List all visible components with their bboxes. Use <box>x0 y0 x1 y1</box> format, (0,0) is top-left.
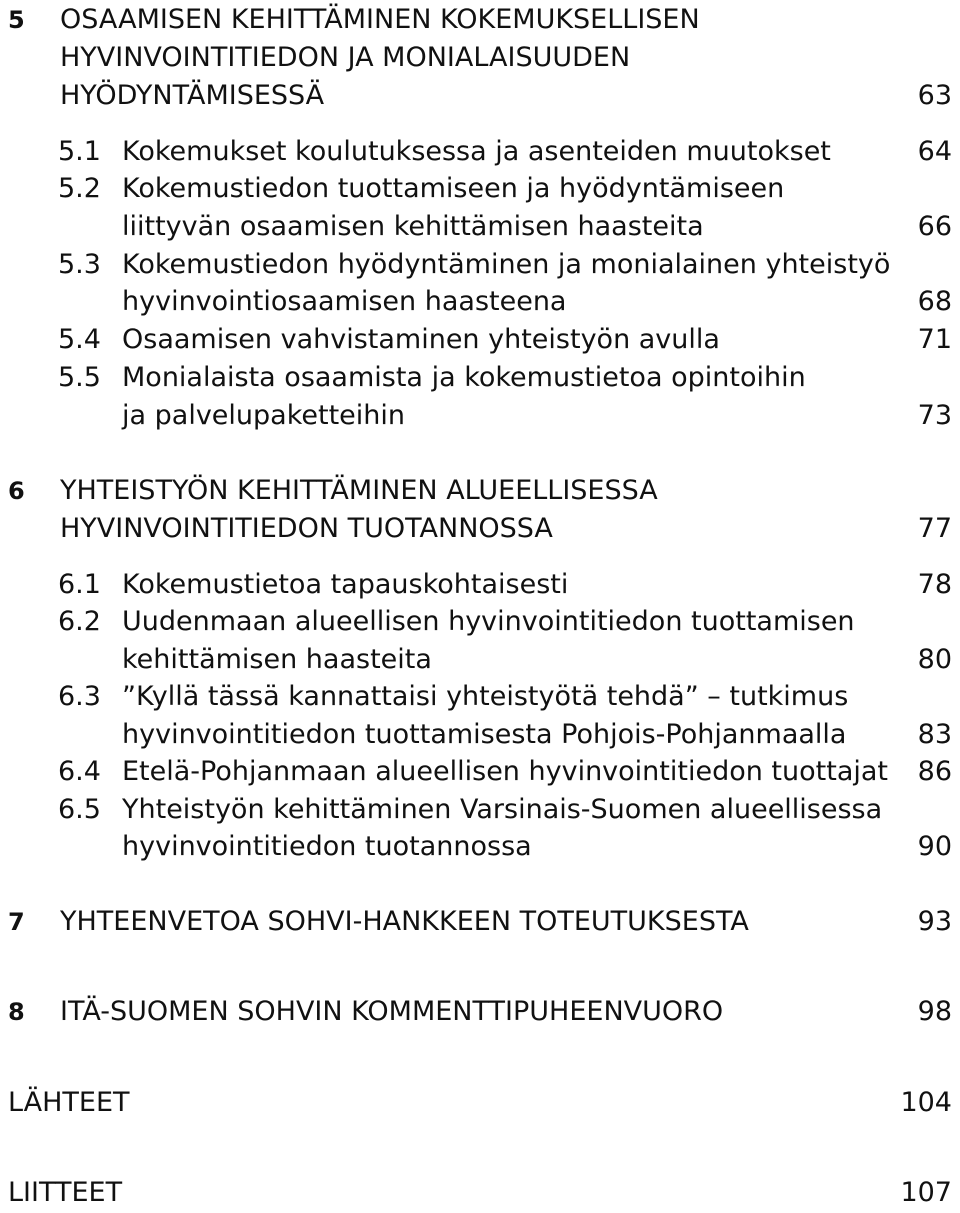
page-number: 63 <box>917 80 952 111</box>
chapter-number: 5 <box>8 6 25 34</box>
section-number: 5.2 <box>58 173 101 204</box>
chapter-number: 6 <box>8 477 25 505</box>
toc-entry-5-3-cont <box>0 282 960 322</box>
toc-entry-6-2 <box>0 602 960 642</box>
references-heading <box>0 1083 960 1123</box>
page-number: 90 <box>917 831 952 862</box>
page-number: 64 <box>917 136 952 167</box>
chapter-8-heading <box>0 992 960 1032</box>
chapter-title-line: OSAAMISEN KEHITTÄMINEN KOKEMUKSELLISEN <box>60 4 700 35</box>
toc-entry-5-1 <box>0 132 960 172</box>
toc-entry-5-4 <box>0 320 960 360</box>
page-number: 77 <box>917 513 952 544</box>
section-number: 6.3 <box>58 681 101 712</box>
toc-entry-5-2 <box>0 169 960 209</box>
chapter-title-line: YHTEISTYÖN KEHITTÄMINEN ALUEELLISESSA <box>60 475 658 506</box>
chapter-title-line: YHTEENVETOA SOHVI-HANKKEEN TOTEUTUKSESTA <box>60 906 749 937</box>
chapter-title-line: ITÄ-SUOMEN SOHVIN KOMMENTTIPUHEENVUORO <box>60 996 724 1027</box>
toc-entry-5-5-cont <box>0 396 960 436</box>
chapter-6-heading <box>0 471 960 511</box>
page-number: 86 <box>917 756 952 787</box>
section-title: Kokemustietoa tapauskohtaisesti <box>122 569 569 600</box>
toc-entry-5-5 <box>0 358 960 398</box>
page-number: 66 <box>917 211 952 242</box>
section-number: 5.3 <box>58 249 101 280</box>
section-title: Yhteistyön kehittäminen Varsinais-Suomen alueellisessa <box>122 794 883 825</box>
section-title: hyvinvointitiedon tuottamisesta Pohjois-Pohjanmaalla <box>122 719 847 750</box>
section-title: hyvinvointitiedon tuotannossa <box>122 831 532 862</box>
section-title: ”Kyllä tässä kannattaisi yhteistyötä tehdä” – tutkimus <box>122 681 849 712</box>
chapter-7-heading <box>0 902 960 942</box>
chapter-title-line: HYVINVOINTITIEDON JA MONIALAISUUDEN <box>60 42 631 73</box>
chapter-title-line: HYVINVOINTITIEDON TUOTANNOSSA <box>60 513 553 544</box>
references-title: LÄHTEET <box>8 1087 130 1118</box>
page-number: 104 <box>900 1087 952 1118</box>
page-number: 78 <box>917 569 952 600</box>
toc-entry-6-1 <box>0 565 960 605</box>
chapter-5-heading-cont <box>0 76 960 116</box>
section-title: hyvinvointiosaamisen haasteena <box>122 286 567 317</box>
appendices-heading <box>0 1173 960 1213</box>
section-title: ja palvelupaketteihin <box>122 400 405 431</box>
section-title: kehittämisen haasteita <box>122 644 432 675</box>
toc-entry-6-3-cont <box>0 715 960 755</box>
chapter-number: 8 <box>8 998 25 1026</box>
section-number: 5.1 <box>58 136 101 167</box>
section-title: Kokemukset koulutuksessa ja asenteiden muutokset <box>122 136 831 167</box>
section-number: 5.5 <box>58 362 101 393</box>
section-title: Monialaista osaamista ja kokemustietoa opintoihin <box>122 362 806 393</box>
section-title: Kokemustiedon hyödyntäminen ja monialainen yhteistyö <box>122 249 891 280</box>
toc-entry-5-2-cont <box>0 207 960 247</box>
section-title: Kokemustiedon tuottamiseen ja hyödyntämiseen <box>122 173 785 204</box>
section-number: 6.2 <box>58 606 101 637</box>
appendices-title: LIITTEET <box>8 1177 123 1208</box>
toc-entry-6-5 <box>0 790 960 830</box>
section-title: Uudenmaan alueellisen hyvinvointitiedon tuottamisen <box>122 606 855 637</box>
section-title: liittyvän osaamisen kehittämisen haasteita <box>122 211 704 242</box>
chapter-6-heading-cont <box>0 509 960 549</box>
page-number: 73 <box>917 400 952 431</box>
chapter-title-line: HYÖDYNTÄMISESSÄ <box>60 80 325 111</box>
chapter-5-heading <box>0 0 960 40</box>
page-number: 68 <box>917 286 952 317</box>
page-number: 80 <box>917 644 952 675</box>
chapter-number: 7 <box>8 908 25 936</box>
toc-entry-5-3 <box>0 245 960 285</box>
toc-entry-6-5-cont <box>0 827 960 867</box>
section-title: Etelä-Pohjanmaan alueellisen hyvinvointitiedon tuottajat <box>122 756 889 787</box>
section-number: 6.1 <box>58 569 101 600</box>
chapter-5-heading-cont <box>0 38 960 78</box>
page-number: 107 <box>900 1177 952 1208</box>
section-number: 6.5 <box>58 794 101 825</box>
toc-entry-6-4 <box>0 752 960 792</box>
section-number: 5.4 <box>58 324 101 355</box>
toc-entry-6-2-cont <box>0 640 960 680</box>
toc-entry-6-3 <box>0 677 960 717</box>
section-title: Osaamisen vahvistaminen yhteistyön avulla <box>122 324 720 355</box>
page-number: 83 <box>917 719 952 750</box>
section-number: 6.4 <box>58 756 101 787</box>
page-number: 93 <box>917 906 952 937</box>
page-number: 71 <box>917 324 952 355</box>
page-number: 98 <box>917 996 952 1027</box>
